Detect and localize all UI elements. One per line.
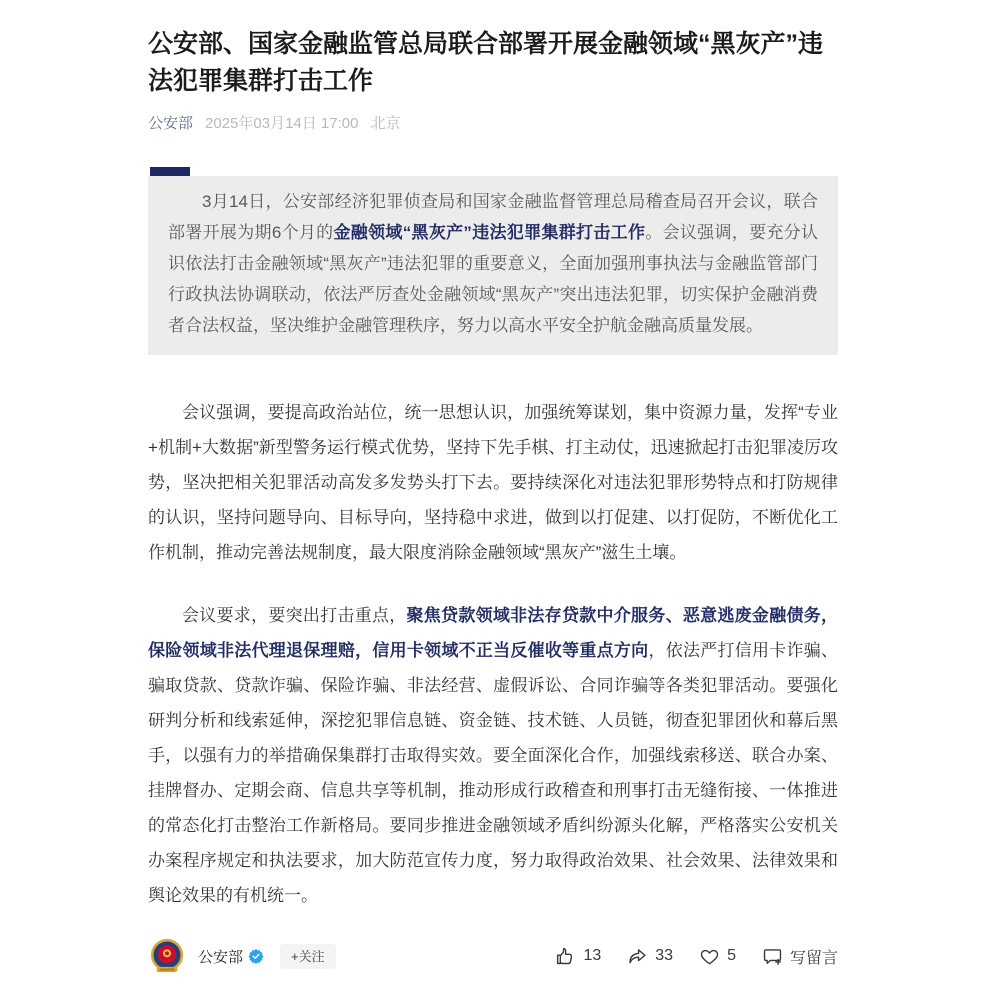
summary-text-bold: 金融领域“黑灰产”违法犯罪集群打击工作 [333, 223, 646, 242]
paragraph-3-bold: 聚焦贷款领域非法存贷款中介服务、恶意逃废金融债务，保险领域非法代理退保理赔，信用卡领域不正当反催收等重点方向 [148, 606, 839, 660]
paragraph-2: 会议强调，要提高政治站位，统一思想认识，加强统筹谋划，集中资源力量，发挥“专业+机制+大数据”新型警务运行模式优势，坚持下先手棋、打主动仗，迅速掀起打击犯罪凌厉攻势，坚决把相关犯罪活动高发多发势头打下去。要持续深化对违法犯罪形势特点和打防规律的认识，坚持问题导向、目标导向，坚持稳中求进，做到以打促建、以打促防，不断优化工作机制，推动完善法规制度，最大限度消除金融领域“黑灰产”滋生土壤。 [148, 403, 838, 562]
summary-section [148, 167, 838, 355]
comment-action[interactable] [762, 945, 838, 968]
summary-text-seg1: 3月14日，公安部经济犯罪侦查局和国家金融监督管理总局稽查局召开会议，联合部署开展为期6个月的 [168, 192, 818, 242]
comment-label: 写留言 [789, 949, 838, 967]
action-bar [555, 945, 838, 968]
share-action[interactable] [627, 946, 673, 967]
account-avatar-police-emblem[interactable] [148, 937, 186, 975]
summary-box [148, 176, 838, 355]
byline-datetime: 2025年03月14日 17:00 [205, 115, 359, 132]
account-name[interactable]: 公安部 [198, 948, 244, 966]
paragraph-3-seg2: ，依法严打信用卡诈骗、骗取贷款、贷款诈骗、保险诈骗、非法经营、虚假诉讼、合同诈骗等各类犯罪活动。要强化研判分析和线索延伸，深挖犯罪信息链、资金链、技术链、人员链，彻查犯罪团伙和幕后黑手，以强有力的举措确保集群打击取得实效。要全面深化合作，加强线索移送、联合办案、挂牌督办、定期会商、信息共享等机制，推动形成行政稽查和刑事打击无缝衔接、一体推进的常态化打击整治工作新格局。要同步推进金融领域矛盾纠纷源头化解，严格落实公安机关办案程序规定和执法要求，加大防范宣传力度，努力取得政治效果、社会效果、法律效果和舆论效果的有机统一。 [148, 641, 839, 905]
heart-action[interactable] [699, 946, 736, 967]
like-count: 13 [583, 947, 602, 964]
verified-badge-icon [248, 948, 264, 964]
byline-location: 北京 [370, 115, 401, 132]
summary-text-seg2: 。会议强调，要充分认识依法打击金融领域“黑灰产”违法犯罪的重要意义，全面加强刑事执法与金融监管部门行政执法协调联动，依法严厉查处金融领域“黑灰产”突出违法犯罪，切实保护金融消费者合法权益，坚决维护金融管理秩序，努力以高水平安全护航金融高质量发展。 [168, 223, 818, 335]
summary-accent-bar [150, 167, 190, 176]
heart-count: 5 [727, 947, 736, 964]
byline-author[interactable]: 公安部 [148, 115, 194, 132]
paragraph-3 [148, 598, 838, 913]
follow-button[interactable]: +关注 [280, 944, 336, 969]
byline [148, 113, 838, 134]
article-footer [148, 937, 838, 975]
article-title: 公安部、国家金融监管总局联合部署开展金融领域“黑灰产”违法犯罪集群打击工作 [148, 30, 824, 95]
paragraph-3-seg1: 会议要求，要突出打击重点， [182, 606, 407, 625]
heart-icon[interactable] [699, 946, 720, 967]
like-action[interactable] [555, 946, 601, 967]
comment-bubble-plus-icon[interactable] [762, 946, 783, 967]
share-count: 33 [655, 947, 674, 964]
thumbs-up-icon[interactable] [555, 946, 576, 967]
share-arrow-icon[interactable] [627, 946, 648, 967]
